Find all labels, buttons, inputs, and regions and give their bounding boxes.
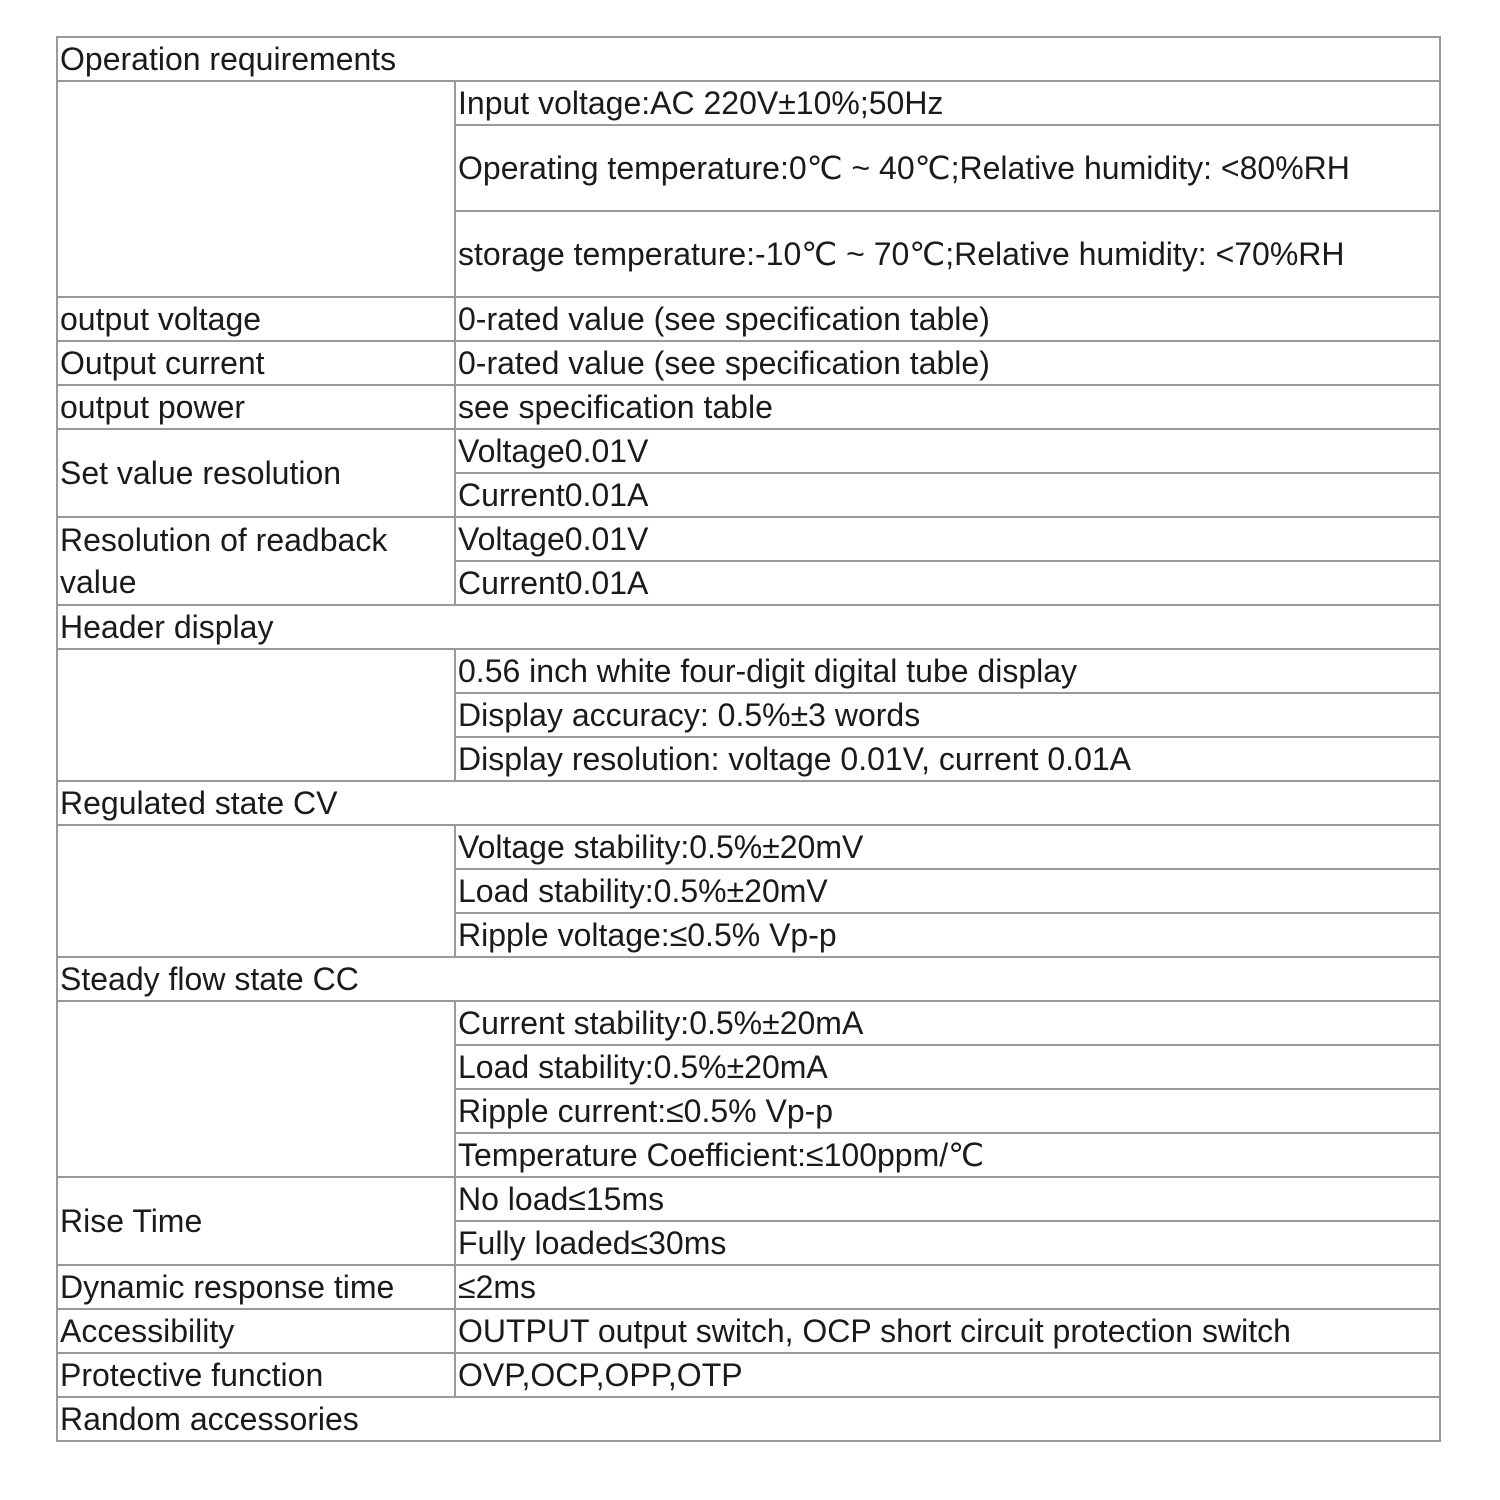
cv-ripple-voltage: Ripple voltage:≤0.5% Vp-p [455, 913, 1440, 957]
output-voltage-value: 0-rated value (see specification table) [455, 297, 1440, 341]
table-row [57, 517, 1440, 561]
readback-current: Current0.01A [455, 561, 1440, 605]
empty-label-cell [57, 1001, 455, 1177]
input-voltage-value: Input voltage:AC 220V±10%;50Hz [455, 81, 1440, 125]
section-header-header-display: Header display [57, 605, 1440, 649]
display-resolution-value: Display resolution: voltage 0.01V, current 0.01A [455, 737, 1440, 781]
output-power-label: output power [57, 385, 455, 429]
table-row [57, 1309, 1440, 1353]
table-row [57, 1177, 1440, 1221]
display-type-value: 0.56 inch white four-digit digital tube display [455, 649, 1440, 693]
output-voltage-label: output voltage [57, 297, 455, 341]
output-power-value: see specification table [455, 385, 1440, 429]
protective-function-label: Protective function [57, 1353, 455, 1397]
empty-label-cell [57, 649, 455, 781]
table-row [57, 81, 1440, 125]
table-row [57, 341, 1440, 385]
section-header-regulated-state-cv: Regulated state CV [57, 781, 1440, 825]
table-row [57, 825, 1440, 869]
table-row [57, 957, 1440, 1001]
table-row [57, 297, 1440, 341]
display-accuracy-value: Display accuracy: 0.5%±3 words [455, 693, 1440, 737]
protective-function-value: OVP,OCP,OPP,OTP [455, 1353, 1440, 1397]
section-header-steady-flow-state-cc: Steady flow state CC [57, 957, 1440, 1001]
section-header-random-accessories: Random accessories [57, 1397, 1440, 1441]
set-value-resolution-label: Set value resolution [57, 429, 455, 517]
table-row [57, 1265, 1440, 1309]
table-row [57, 1353, 1440, 1397]
operating-temperature-value: Operating temperature:0℃ ~ 40℃;Relative humidity: <80%RH [455, 125, 1440, 211]
spec-table [56, 36, 1441, 1442]
cv-voltage-stability: Voltage stability:0.5%±20mV [455, 825, 1440, 869]
dynamic-response-time-value: ≤2ms [455, 1265, 1440, 1309]
cc-temperature-coefficient: Temperature Coefficient:≤100ppm/℃ [455, 1133, 1440, 1177]
table-row [57, 1397, 1440, 1441]
table-row [57, 781, 1440, 825]
empty-label-cell [57, 81, 455, 297]
table-row [57, 649, 1440, 693]
cc-ripple-current: Ripple current:≤0.5% Vp-p [455, 1089, 1440, 1133]
table-row [57, 429, 1440, 473]
rise-time-no-load: No load≤15ms [455, 1177, 1440, 1221]
readback-voltage: Voltage0.01V [455, 517, 1440, 561]
table-row [57, 385, 1440, 429]
empty-label-cell [57, 825, 455, 957]
rise-time-fully-loaded: Fully loaded≤30ms [455, 1221, 1440, 1265]
table-row [57, 1001, 1440, 1045]
accessibility-value: OUTPUT output switch, OCP short circuit protection switch [455, 1309, 1440, 1353]
output-current-label: Output current [57, 341, 455, 385]
cc-current-stability: Current stability:0.5%±20mA [455, 1001, 1440, 1045]
table-row [57, 605, 1440, 649]
readback-resolution-label: Resolution of readback value [57, 517, 455, 605]
dynamic-response-time-label: Dynamic response time [57, 1265, 455, 1309]
set-value-current: Current0.01A [455, 473, 1440, 517]
cv-load-stability: Load stability:0.5%±20mV [455, 869, 1440, 913]
cc-load-stability: Load stability:0.5%±20mA [455, 1045, 1440, 1089]
output-current-value: 0-rated value (see specification table) [455, 341, 1440, 385]
section-header-operation-requirements: Operation requirements [57, 37, 1440, 81]
accessibility-label: Accessibility [57, 1309, 455, 1353]
table-row [57, 37, 1440, 81]
set-value-voltage: Voltage0.01V [455, 429, 1440, 473]
storage-temperature-value: storage temperature:-10℃ ~ 70℃;Relative humidity: <70%RH [455, 211, 1440, 297]
rise-time-label: Rise Time [57, 1177, 455, 1265]
